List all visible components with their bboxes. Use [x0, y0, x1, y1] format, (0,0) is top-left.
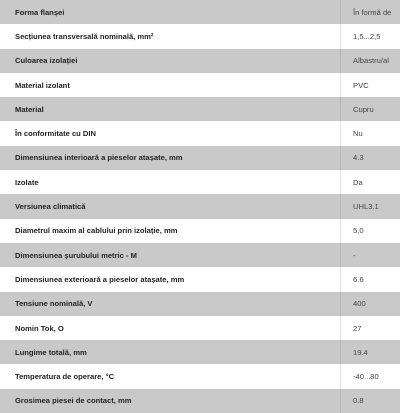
spec-label: Culoarea izolației [15, 56, 78, 66]
spec-value: 5.0 [353, 226, 364, 236]
spec-label: Izolate [15, 177, 39, 187]
spec-row-climate-version [0, 194, 400, 218]
spec-row-metric-screw-size [0, 243, 400, 267]
spec-label: Dimensiunea șurubului metric - M [15, 250, 137, 260]
spec-row-nominal-current [0, 316, 400, 340]
spec-row-insulation-color [0, 49, 400, 73]
spec-row-nominal-voltage [0, 292, 400, 316]
spec-value: Da [353, 177, 363, 187]
spec-value: - [353, 250, 356, 260]
spec-label: Diametrul maxim al cablului prin izolație, mm [15, 226, 178, 236]
spec-value: 4.3 [353, 153, 364, 163]
spec-label: Material [15, 104, 44, 114]
spec-row-outer-dimension [0, 267, 400, 291]
spec-row-insulated [0, 170, 400, 194]
spec-label: Forma flanșei [15, 7, 65, 17]
spec-label: Nomin Tok, O [15, 323, 64, 333]
spec-row-insulating-material [0, 73, 400, 97]
spec-value: În formă de [353, 7, 392, 17]
spec-label: Grosimea piesei de contact, mm [15, 396, 132, 406]
spec-label: Material izolant [15, 80, 70, 90]
spec-label: Temperatura de operare, °C [15, 372, 115, 382]
spec-value: 400 [353, 299, 366, 309]
spec-label: Tensiune nominală, V [15, 299, 93, 309]
spec-row-material [0, 97, 400, 121]
spec-value: 27 [353, 323, 362, 333]
spec-label: În conformitate cu DIN [15, 129, 97, 139]
spec-row-max-cable-diameter [0, 219, 400, 243]
spec-label: Secțiunea transversală nominală, mm² [15, 31, 154, 41]
spec-value: Nu [353, 129, 363, 139]
spec-row-contact-thickness [0, 389, 400, 413]
spec-row-total-length [0, 340, 400, 364]
spec-value: 0.8 [353, 396, 364, 406]
spec-row-inner-dimension [0, 146, 400, 170]
spec-label: Dimensiunea interioară a pieselor atașate, mm [15, 153, 183, 163]
spec-value: 6.6 [353, 274, 364, 284]
spec-value: 1,5...2,5 [353, 31, 381, 41]
spec-row-operating-temperature [0, 364, 400, 388]
spec-value: Albastru/al [353, 56, 389, 66]
spec-row-din-compliance [0, 121, 400, 145]
spec-value: Cupru [353, 104, 374, 114]
spec-value: UHL3.1 [353, 202, 379, 212]
spec-value: 19.4 [353, 347, 368, 357]
spec-value: -40...80 [353, 372, 379, 382]
spec-label: Lungime totală, mm [15, 347, 87, 357]
spec-value: PVC [353, 80, 369, 90]
spec-row-cross-section [0, 24, 400, 48]
spec-row-flange-shape [0, 0, 400, 24]
spec-label: Versiunea climatică [15, 202, 86, 212]
spec-label: Dimensiunea exterioară a pieselor atașate, mm [15, 274, 185, 284]
